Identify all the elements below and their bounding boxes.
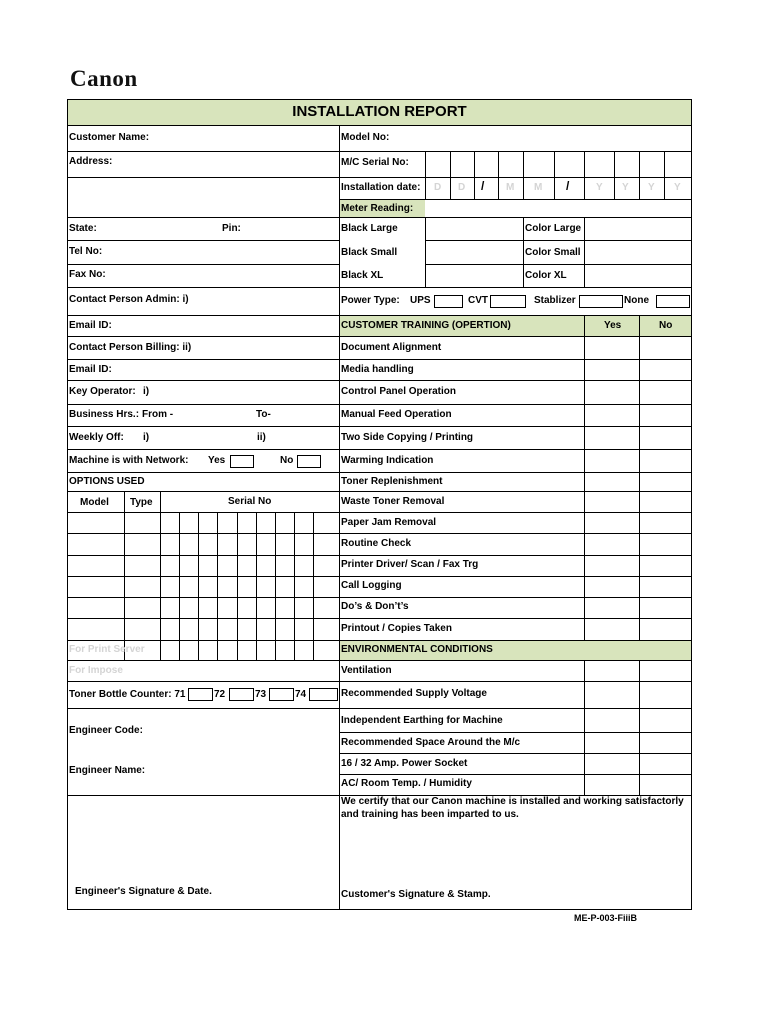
key-operator-label: Key Operator: (69, 386, 136, 397)
power-none-box[interactable] (656, 295, 690, 308)
toner-72-label: 72 (214, 689, 226, 700)
toner-73-box[interactable] (269, 688, 294, 701)
training-item: Toner Replenishment (341, 476, 443, 487)
black-xl-label: Black XL (341, 270, 384, 281)
training-item: Routine Check (341, 538, 412, 549)
date-m1: M (506, 182, 515, 193)
engineer-name-label: Engineer Name: (69, 765, 146, 776)
installation-date-label: Installation date: (341, 182, 421, 193)
training-item: Do’s & Don’t’s (341, 601, 409, 612)
network-no-label: No (280, 455, 294, 466)
network-no-box[interactable] (297, 455, 321, 468)
business-hrs-label: Business Hrs.: (69, 409, 140, 420)
fax-label: Fax No: (69, 269, 106, 280)
training-item: Two Side Copying / Printing (341, 432, 474, 443)
env-item: Independent Earthing for Machine (341, 715, 503, 726)
engineer-code-label: Engineer Code: (69, 725, 143, 736)
training-yes-header: Yes (604, 320, 622, 331)
black-small-label: Black Small (341, 247, 398, 258)
key-operator-i: i) (143, 386, 150, 397)
tel-label: Tel No: (69, 246, 103, 257)
power-stablizer-box[interactable] (579, 295, 623, 308)
impose-label: For Impose (69, 665, 123, 676)
customer-name-label: Customer Name: (69, 132, 150, 143)
training-item: Printer Driver/ Scan / Fax Trg (341, 559, 479, 570)
network-yes-label: Yes (208, 455, 226, 466)
training-item: Warming Indication (341, 455, 434, 466)
address-label: Address: (69, 156, 113, 167)
training-item: Media handling (341, 364, 414, 375)
network-label: Machine is with Network: (69, 455, 189, 466)
serial-no-label: M/C Serial No: (341, 157, 409, 168)
weekly-off-i: i) (143, 432, 150, 443)
power-type-label: Power Type: (341, 295, 400, 306)
business-to-label: To- (256, 409, 271, 420)
date-d1: D (434, 182, 442, 193)
engineer-signature-label: Engineer's Signature & Date. (75, 886, 212, 897)
form-code: ME-P-003-FiiiB (574, 913, 638, 923)
power-ups-label: UPS (410, 295, 431, 306)
black-large-label: Black Large (341, 223, 398, 234)
date-m2: M (534, 182, 543, 193)
email-label-1: Email ID: (69, 320, 112, 331)
pin-label: Pin: (222, 223, 241, 234)
training-item: Waste Toner Removal (341, 496, 445, 507)
form-title: INSTALLATION REPORT (292, 103, 467, 120)
meter-reading-label: Meter Reading: (341, 203, 414, 214)
toner-72-box[interactable] (229, 688, 254, 701)
model-no-label: Model No: (341, 132, 390, 143)
date-y2: Y (622, 182, 629, 193)
toner-74-label: 74 (295, 689, 307, 700)
canon-logo: Canon (70, 66, 138, 91)
power-ups-box[interactable] (434, 295, 463, 308)
weekly-off-ii: ii) (257, 432, 266, 443)
training-item: Paper Jam Removal (341, 517, 437, 528)
date-y1: Y (596, 182, 603, 193)
col-serial-header: Serial No (228, 496, 272, 507)
training-item: Printout / Copies Taken (341, 623, 452, 634)
email-label-2: Email ID: (69, 364, 112, 375)
toner-74-box[interactable] (309, 688, 338, 701)
toner-71-box[interactable] (188, 688, 213, 701)
col-type-header: Type (130, 497, 153, 508)
contact-billing-label: Contact Person Billing: ii) (69, 342, 192, 353)
installation-report-form (67, 99, 692, 910)
training-item: Manual Feed Operation (341, 409, 452, 420)
training-item: Document Alignment (341, 342, 442, 353)
date-y4: Y (674, 182, 681, 193)
color-xl-label: Color XL (525, 270, 567, 281)
date-sep-2: / (566, 179, 570, 193)
env-header: ENVIRONMENTAL CONDITIONS (341, 644, 493, 655)
color-small-label: Color Small (525, 247, 581, 258)
power-cvt-box[interactable] (490, 295, 526, 308)
certify-line-2: and training has been imparted to us. (341, 809, 519, 820)
env-item: Recommended Space Around the M/c (341, 737, 521, 748)
weekly-off-label: Weekly Off: (69, 432, 124, 443)
col-model-header: Model (80, 497, 109, 508)
color-large-label: Color Large (525, 223, 582, 234)
options-used-label: OPTIONS USED (69, 476, 145, 487)
business-from-label: From - (142, 409, 174, 420)
env-item: Recommended Supply Voltage (341, 688, 487, 699)
toner-counter-label: Toner Bottle Counter: 71 (69, 689, 186, 700)
training-item: Control Panel Operation (341, 386, 457, 397)
power-stablizer-label: Stablizer (534, 295, 576, 306)
date-sep-1: / (481, 179, 485, 193)
print-server-label: For Print Server (69, 644, 145, 655)
state-label: State: (69, 223, 97, 234)
power-none-label: None (624, 295, 649, 306)
training-no-header: No (659, 320, 673, 331)
customer-signature-label: Customer's Signature & Stamp. (341, 889, 491, 900)
training-header: CUSTOMER TRAINING (OPERTION) (341, 320, 511, 331)
power-cvt-label: CVT (468, 295, 488, 306)
certify-line-1: We certify that our Canon machine is installed and working satisfactorly (341, 796, 684, 807)
training-item: Call Logging (341, 580, 402, 591)
toner-73-label: 73 (255, 689, 267, 700)
network-yes-box[interactable] (230, 455, 254, 468)
env-item: Ventilation (341, 665, 392, 676)
date-d2: D (458, 182, 466, 193)
env-item: AC/ Room Temp. / Humidity (341, 778, 472, 789)
date-y3: Y (648, 182, 655, 193)
env-item: 16 / 32 Amp. Power Socket (341, 758, 468, 769)
contact-admin-label: Contact Person Admin: i) (69, 294, 189, 305)
